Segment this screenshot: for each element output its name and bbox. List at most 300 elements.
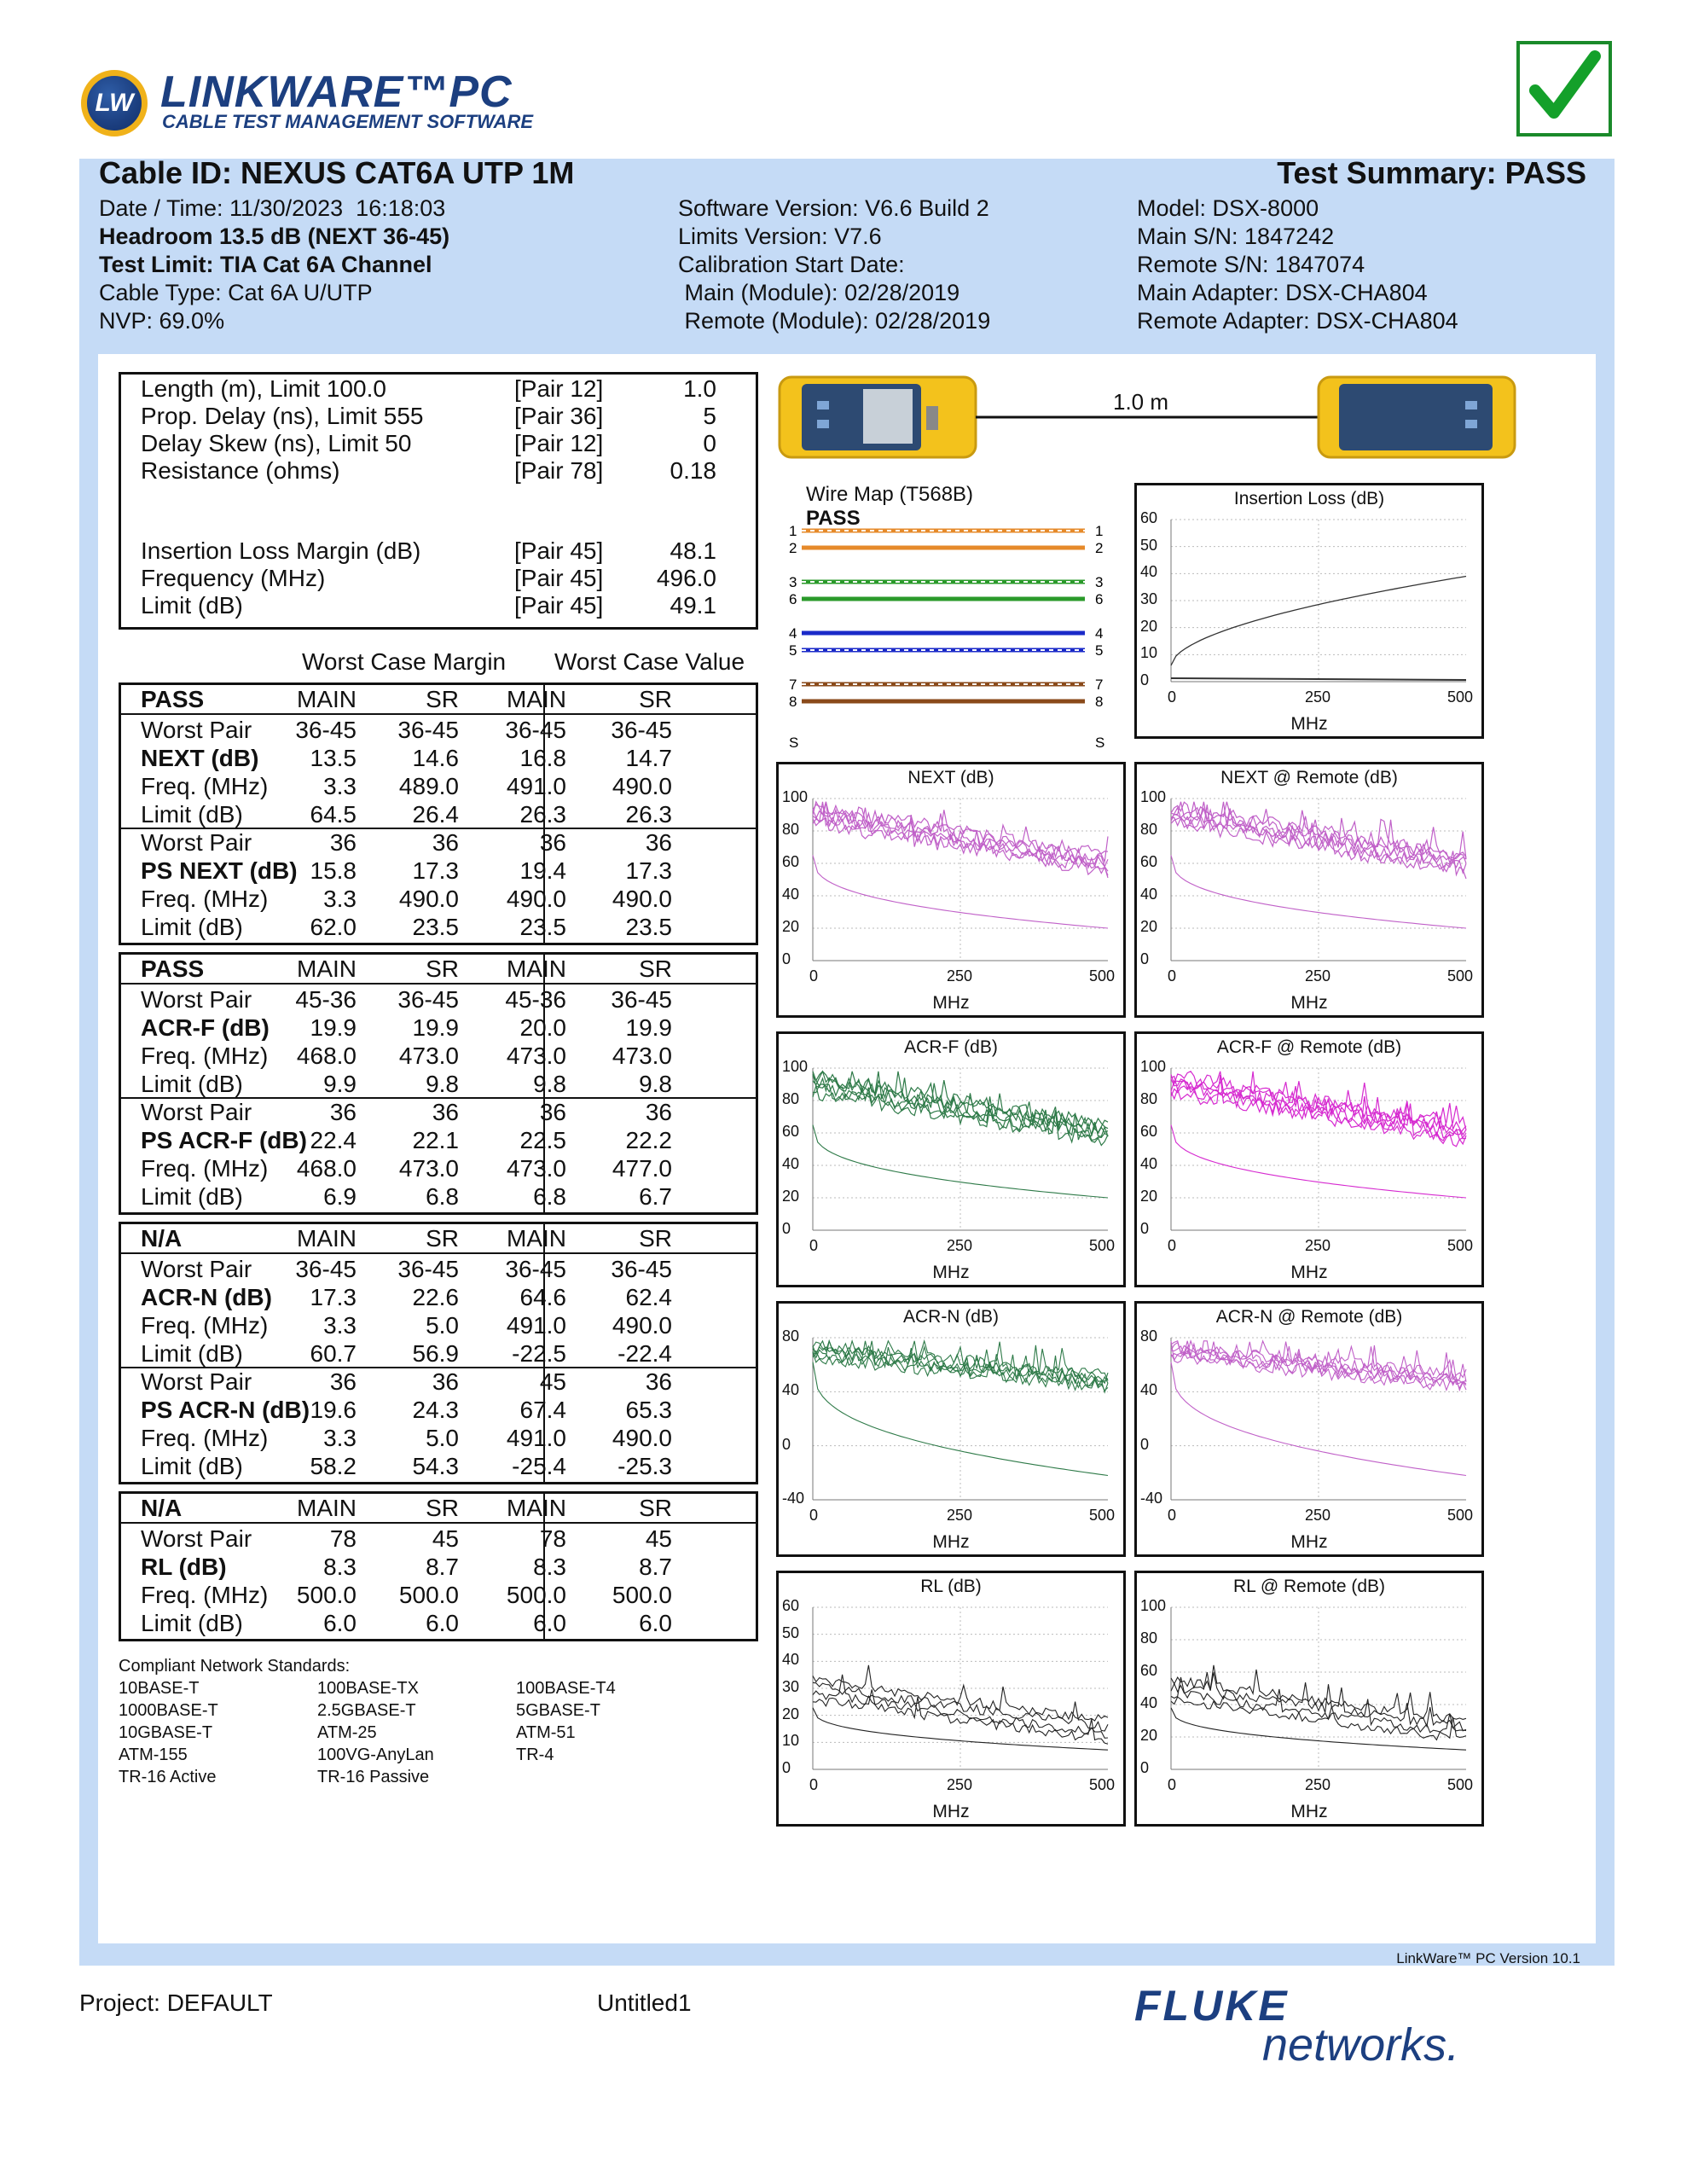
chart-xlabel: MHz bbox=[932, 993, 970, 1013]
summary-value: 5 bbox=[703, 403, 716, 429]
table-cell: 36 bbox=[432, 1368, 459, 1395]
chart-title: RL (dB) bbox=[920, 1577, 982, 1596]
summary-label: Insertion Loss Margin (dB) bbox=[141, 537, 421, 564]
standard-item: 5GBASE-T bbox=[516, 1701, 600, 1720]
table-header-rule bbox=[119, 1522, 758, 1524]
y-tick: 60 bbox=[782, 853, 800, 870]
y-tick: 60 bbox=[782, 1597, 800, 1614]
row-label: Limit (dB) bbox=[141, 1340, 243, 1367]
y-tick: 30 bbox=[1140, 590, 1158, 607]
table-cell: 22.5 bbox=[519, 1127, 566, 1153]
table-cell: 15.8 bbox=[310, 857, 357, 884]
table-cell: 491.0 bbox=[506, 773, 566, 799]
table-cell: 26.3 bbox=[625, 801, 672, 828]
table-cell: 36-45 bbox=[505, 1256, 566, 1282]
table-cell: 6.0 bbox=[639, 1610, 672, 1636]
networks-logo: networks. bbox=[1262, 2019, 1460, 2071]
chart-plot bbox=[779, 1573, 1123, 1824]
table-cell: 36-45 bbox=[505, 717, 566, 743]
row-label: Worst Pair bbox=[141, 829, 252, 856]
y-tick: 0 bbox=[1140, 671, 1150, 688]
standard-item: 10GBASE-T bbox=[119, 1723, 213, 1742]
linkware-logo-badge: LW bbox=[81, 70, 148, 136]
y-tick: 20 bbox=[1140, 617, 1158, 635]
x-tick: 500 bbox=[1089, 1507, 1116, 1524]
y-tick: 100 bbox=[782, 788, 809, 805]
header-line: Software Version: V6.6 Build 2 bbox=[678, 195, 989, 221]
table-cell: 64.6 bbox=[519, 1284, 566, 1310]
column-header: MAIN bbox=[297, 686, 357, 712]
wiremap-pin-right: 3 bbox=[1095, 574, 1104, 590]
table-cell: 60.7 bbox=[310, 1340, 357, 1367]
x-tick: 500 bbox=[1447, 1237, 1474, 1254]
standard-item: ATM-155 bbox=[119, 1745, 188, 1764]
row-label: PS ACR-F (dB) bbox=[141, 1127, 307, 1153]
table-cell: 22.2 bbox=[625, 1127, 672, 1153]
table-cell: 3.3 bbox=[323, 773, 357, 799]
test-summary: Test Summary: PASS bbox=[1277, 155, 1586, 190]
y-tick: 0 bbox=[1140, 950, 1150, 967]
table-cell: 54.3 bbox=[412, 1453, 459, 1479]
wiremap-pin-left: 6 bbox=[789, 591, 797, 607]
table-status: N/A bbox=[141, 1495, 183, 1521]
y-tick: 100 bbox=[1140, 1058, 1167, 1075]
chart-acrf bbox=[776, 1031, 1126, 1287]
x-tick: 0 bbox=[1168, 1237, 1177, 1254]
row-label: RL (dB) bbox=[141, 1554, 227, 1580]
x-tick: 0 bbox=[809, 1776, 819, 1793]
summary-pair: [Pair 12] bbox=[514, 375, 604, 402]
header-line: Remote S/N: 1847074 bbox=[1137, 252, 1365, 277]
table-cell: 36 bbox=[539, 1099, 566, 1125]
y-tick: 10 bbox=[1140, 644, 1158, 662]
table-cell: 78 bbox=[539, 1525, 566, 1552]
y-tick: 80 bbox=[782, 1090, 800, 1107]
table-cell: 22.1 bbox=[412, 1127, 459, 1153]
row-label: Worst Pair bbox=[141, 717, 252, 743]
table-cell: -25.4 bbox=[512, 1453, 566, 1479]
table-cell: 45-36 bbox=[505, 986, 566, 1013]
chart-xlabel: MHz bbox=[1290, 1263, 1328, 1282]
standards-title: Compliant Network Standards: bbox=[119, 1657, 351, 1676]
summary-pair: [Pair 78] bbox=[514, 457, 604, 484]
wiremap-title: Wire Map (T568B) bbox=[806, 483, 974, 506]
x-tick: 500 bbox=[1089, 967, 1116, 985]
table-cell: 78 bbox=[329, 1525, 357, 1552]
y-tick: 50 bbox=[1140, 536, 1158, 554]
table-cell: 500.0 bbox=[296, 1582, 357, 1608]
y-tick: 0 bbox=[1140, 1435, 1150, 1453]
x-tick: 500 bbox=[1089, 1776, 1116, 1793]
standard-item: 1000BASE-T bbox=[119, 1701, 218, 1720]
x-tick: 0 bbox=[809, 1237, 819, 1254]
table-cell: 36 bbox=[539, 829, 566, 856]
wiremap-pin-right: 1 bbox=[1095, 523, 1104, 539]
x-tick: 250 bbox=[947, 1776, 973, 1793]
y-tick: 60 bbox=[782, 1123, 800, 1140]
standard-item: TR-4 bbox=[516, 1745, 554, 1764]
table-cell: 9.8 bbox=[533, 1071, 566, 1097]
row-label: PS ACR-N (dB) bbox=[141, 1397, 310, 1423]
table-cell: 8.3 bbox=[323, 1554, 357, 1580]
table-cell: 26.3 bbox=[519, 801, 566, 828]
summary-value: 1.0 bbox=[683, 375, 716, 402]
row-label: ACR-N (dB) bbox=[141, 1284, 272, 1310]
y-tick: 40 bbox=[1140, 886, 1158, 903]
y-tick: 60 bbox=[1140, 853, 1158, 870]
wiremap-pin-left: 2 bbox=[789, 540, 797, 556]
table-cell: 65.3 bbox=[625, 1397, 672, 1423]
tester-device-diagram bbox=[776, 372, 1518, 466]
summary-pair: [Pair 45] bbox=[514, 537, 604, 564]
row-label: Freq. (MHz) bbox=[141, 1425, 269, 1451]
summary-pair: [Pair 36] bbox=[514, 403, 604, 429]
y-tick: 50 bbox=[782, 1623, 800, 1641]
column-header: MAIN bbox=[507, 1225, 566, 1252]
limit-line bbox=[1171, 1125, 1466, 1199]
table-cell: 3.3 bbox=[323, 1312, 357, 1339]
table-header-rule bbox=[119, 1252, 758, 1254]
x-tick: 0 bbox=[1168, 1507, 1177, 1524]
software-version-footer: LinkWare™ PC Version 10.1 bbox=[1396, 1950, 1580, 1966]
y-tick: 80 bbox=[782, 821, 800, 838]
chart-xlabel: MHz bbox=[1290, 1802, 1328, 1821]
row-label: Freq. (MHz) bbox=[141, 1582, 269, 1608]
y-tick: 10 bbox=[782, 1732, 800, 1750]
row-label: Freq. (MHz) bbox=[141, 1312, 269, 1339]
table-cell: 6.9 bbox=[323, 1183, 357, 1210]
chart-title: RL @ Remote (dB) bbox=[1232, 1577, 1386, 1596]
chart-il bbox=[1134, 483, 1484, 739]
x-tick: 0 bbox=[1168, 967, 1177, 985]
table-cell: 490.0 bbox=[398, 886, 459, 912]
y-tick: 100 bbox=[1140, 1597, 1167, 1614]
table-cell: 500.0 bbox=[398, 1582, 459, 1608]
y-tick: 0 bbox=[1140, 1759, 1150, 1776]
row-label: Limit (dB) bbox=[141, 914, 243, 940]
table-cell: 490.0 bbox=[612, 886, 672, 912]
y-tick: -40 bbox=[1140, 1490, 1163, 1507]
table-cell: 22.4 bbox=[310, 1127, 357, 1153]
table-cell: 17.3 bbox=[412, 857, 459, 884]
column-header: MAIN bbox=[297, 1225, 357, 1252]
table-cell: 62.4 bbox=[625, 1284, 672, 1310]
chart-acrn_r bbox=[1134, 1301, 1484, 1557]
x-tick: 0 bbox=[809, 1507, 819, 1524]
wiremap-pin-right: 5 bbox=[1095, 642, 1104, 659]
header-line: Model: DSX-8000 bbox=[1137, 195, 1319, 221]
x-tick: 0 bbox=[1168, 688, 1177, 706]
table-cell: 22.6 bbox=[412, 1284, 459, 1310]
column-header: MAIN bbox=[297, 956, 357, 982]
wiremap-pin-left: 4 bbox=[789, 625, 797, 642]
table-cell: 473.0 bbox=[506, 1155, 566, 1182]
chart-xlabel: MHz bbox=[932, 1532, 970, 1552]
table-status: PASS bbox=[141, 686, 205, 712]
chart-plot bbox=[1137, 485, 1481, 736]
table-cell: 5.0 bbox=[426, 1425, 459, 1451]
cable-length-label: 1.0 m bbox=[1113, 389, 1169, 415]
header-line: Main (Module): 02/28/2019 bbox=[678, 280, 960, 305]
chart-xlabel: MHz bbox=[932, 1802, 970, 1821]
row-label: Limit (dB) bbox=[141, 801, 243, 828]
wiremap-pin-left: 5 bbox=[789, 642, 797, 659]
table-cell: 36-45 bbox=[397, 1256, 459, 1282]
y-tick: 60 bbox=[1140, 509, 1158, 526]
wiremap-pin-left: 8 bbox=[789, 694, 797, 710]
y-tick: 40 bbox=[782, 1381, 800, 1399]
table-cell: 23.5 bbox=[625, 914, 672, 940]
x-tick: 0 bbox=[1168, 1776, 1177, 1793]
table-cell: 26.4 bbox=[412, 801, 459, 828]
chart-xlabel: MHz bbox=[1290, 1532, 1328, 1552]
table-cell: 5.0 bbox=[426, 1312, 459, 1339]
chart-xlabel: MHz bbox=[1290, 714, 1328, 734]
chart-plot bbox=[779, 764, 1123, 1015]
table-cell: 489.0 bbox=[398, 773, 459, 799]
header-line: Remote Adapter: DSX-CHA804 bbox=[1137, 308, 1458, 334]
row-label: Worst Pair bbox=[141, 1525, 252, 1552]
chart-plot bbox=[1137, 1304, 1481, 1554]
table-cell: 3.3 bbox=[323, 886, 357, 912]
summary-pair: [Pair 45] bbox=[514, 565, 604, 591]
column-header: SR bbox=[639, 686, 672, 712]
table-cell: 473.0 bbox=[506, 1043, 566, 1069]
y-tick: 30 bbox=[782, 1678, 800, 1695]
column-header: SR bbox=[639, 1495, 672, 1521]
table-status: N/A bbox=[141, 1225, 183, 1252]
wiremap-pin-left: S bbox=[789, 735, 799, 751]
table-cell: 6.8 bbox=[426, 1183, 459, 1210]
table-cell: 8.3 bbox=[533, 1554, 566, 1580]
table-cell: 36-45 bbox=[611, 1256, 672, 1282]
summary-value: 48.1 bbox=[670, 537, 716, 564]
y-tick: 80 bbox=[1140, 1629, 1158, 1647]
wiremap-pin-left: 7 bbox=[789, 677, 797, 693]
standard-item: 100BASE-T4 bbox=[516, 1679, 616, 1698]
row-label: PS NEXT (dB) bbox=[141, 857, 298, 884]
row-label: Limit (dB) bbox=[141, 1610, 243, 1636]
y-tick: 0 bbox=[782, 1220, 791, 1237]
cable-id: Cable ID: NEXUS CAT6A UTP 1M bbox=[99, 155, 575, 190]
column-header: SR bbox=[426, 1225, 459, 1252]
worst-case-margin-label: Worst Case Margin bbox=[302, 648, 507, 675]
chart-acrn bbox=[776, 1301, 1126, 1557]
header-line: Main Adapter: DSX-CHA804 bbox=[1137, 280, 1428, 305]
table-cell: 36-45 bbox=[611, 986, 672, 1013]
standard-item: 2.5GBASE-T bbox=[317, 1701, 416, 1720]
table-cell: 491.0 bbox=[506, 1312, 566, 1339]
table-header-rule bbox=[119, 713, 758, 715]
table-cell: 45 bbox=[645, 1525, 672, 1552]
chart-next_r bbox=[1134, 762, 1484, 1018]
y-tick: 60 bbox=[1140, 1662, 1158, 1679]
summary-value: 0 bbox=[703, 430, 716, 456]
standard-item: TR-16 Active bbox=[119, 1768, 217, 1786]
table-cell: 36-45 bbox=[295, 1256, 357, 1282]
header-line: Limits Version: V7.6 bbox=[678, 224, 882, 249]
summary-pair: [Pair 45] bbox=[514, 592, 604, 619]
table-cell: 6.0 bbox=[323, 1610, 357, 1636]
chart-plot bbox=[779, 1034, 1123, 1285]
chart-rl bbox=[776, 1571, 1126, 1827]
y-tick: 0 bbox=[782, 1759, 791, 1776]
linkware-logo-subtitle: CABLE TEST MANAGEMENT SOFTWARE bbox=[162, 111, 534, 132]
summary-label: Frequency (MHz) bbox=[141, 565, 326, 591]
table-cell: 36 bbox=[645, 829, 672, 856]
table-cell: 473.0 bbox=[612, 1043, 672, 1069]
table-cell: 500.0 bbox=[612, 1582, 672, 1608]
table-cell: 6.8 bbox=[533, 1183, 566, 1210]
table-cell: -25.3 bbox=[617, 1453, 672, 1479]
table-cell: 36 bbox=[329, 829, 357, 856]
table-cell: -22.4 bbox=[617, 1340, 672, 1367]
table-cell: -22.5 bbox=[512, 1340, 566, 1367]
worst-case-value-label: Worst Case Value bbox=[554, 648, 745, 675]
row-label: Freq. (MHz) bbox=[141, 886, 269, 912]
table-cell: 468.0 bbox=[296, 1043, 357, 1069]
header-line: Calibration Start Date: bbox=[678, 252, 905, 277]
table-cell: 36 bbox=[329, 1099, 357, 1125]
y-tick: 40 bbox=[782, 1155, 800, 1172]
y-tick: 40 bbox=[1140, 1694, 1158, 1711]
x-tick: 0 bbox=[809, 967, 819, 985]
y-tick: 20 bbox=[782, 1705, 800, 1722]
table-cell: 9.9 bbox=[323, 1071, 357, 1097]
chart-plot bbox=[1137, 1034, 1481, 1285]
y-tick: 0 bbox=[782, 1435, 791, 1453]
wiremap-pin-right: 7 bbox=[1095, 677, 1104, 693]
y-tick: 40 bbox=[782, 1651, 800, 1669]
chart-title: ACR-N @ Remote (dB) bbox=[1215, 1307, 1403, 1327]
table-cell: 6.0 bbox=[426, 1610, 459, 1636]
table-cell: 19.9 bbox=[310, 1014, 357, 1041]
table-cell: 491.0 bbox=[506, 1425, 566, 1451]
x-tick: 500 bbox=[1447, 1507, 1474, 1524]
header-line: NVP: 69.0% bbox=[99, 308, 225, 334]
row-label: Limit (dB) bbox=[141, 1071, 243, 1097]
table-cell: 58.2 bbox=[310, 1453, 357, 1479]
wiremap-status: PASS bbox=[806, 507, 861, 530]
y-tick: 40 bbox=[1140, 563, 1158, 581]
row-label: Worst Pair bbox=[141, 1368, 252, 1395]
chart-plot bbox=[1137, 1573, 1481, 1824]
chart-title: ACR-F @ Remote (dB) bbox=[1216, 1037, 1402, 1057]
chart-title: ACR-F (dB) bbox=[904, 1037, 998, 1057]
row-label: Worst Pair bbox=[141, 986, 252, 1013]
y-tick: 40 bbox=[1140, 1155, 1158, 1172]
chart-plot bbox=[1137, 764, 1481, 1015]
table-cell: 36 bbox=[645, 1099, 672, 1125]
wiremap-pin-right: 8 bbox=[1095, 694, 1104, 710]
table-cell: 6.0 bbox=[533, 1610, 566, 1636]
y-tick: 80 bbox=[1140, 1327, 1158, 1345]
y-tick: 40 bbox=[1140, 1381, 1158, 1399]
header-line: Cable Type: Cat 6A U/UTP bbox=[99, 280, 373, 305]
header-line: Headroom 13.5 dB (NEXT 36-45) bbox=[99, 224, 450, 249]
x-tick: 250 bbox=[1305, 1237, 1331, 1254]
column-header: SR bbox=[426, 1495, 459, 1521]
standard-item: 10BASE-T bbox=[119, 1679, 200, 1698]
table-cell: 8.7 bbox=[426, 1554, 459, 1580]
series-line bbox=[1171, 678, 1466, 680]
y-tick: 0 bbox=[1140, 1220, 1150, 1237]
table-cell: 24.3 bbox=[412, 1397, 459, 1423]
table-cell: 9.8 bbox=[426, 1071, 459, 1097]
y-tick: 80 bbox=[1140, 1090, 1158, 1107]
y-tick: 80 bbox=[1140, 821, 1158, 838]
chart-title: Insertion Loss (dB) bbox=[1233, 489, 1385, 508]
x-tick: 500 bbox=[1447, 688, 1474, 706]
y-tick: 20 bbox=[782, 1188, 800, 1205]
table-cell: 36 bbox=[329, 1368, 357, 1395]
table-cell: 13.5 bbox=[310, 745, 357, 771]
x-tick: 500 bbox=[1447, 1776, 1474, 1793]
header-line: Remote (Module): 02/28/2019 bbox=[678, 308, 991, 334]
table-cell: 14.7 bbox=[625, 745, 672, 771]
table-cell: 64.5 bbox=[310, 801, 357, 828]
table-cell: 8.7 bbox=[639, 1554, 672, 1580]
row-label: Freq. (MHz) bbox=[141, 1155, 269, 1182]
table-cell: 490.0 bbox=[612, 1425, 672, 1451]
row-label: NEXT (dB) bbox=[141, 745, 259, 771]
y-tick: 20 bbox=[1140, 1727, 1158, 1744]
table-cell: 36 bbox=[432, 1099, 459, 1125]
table-cell: 14.6 bbox=[412, 745, 459, 771]
column-header: MAIN bbox=[297, 1495, 357, 1521]
row-label: Freq. (MHz) bbox=[141, 1043, 269, 1069]
table-cell: 19.6 bbox=[310, 1397, 357, 1423]
table-cell: 45 bbox=[432, 1525, 459, 1552]
table-cell: 23.5 bbox=[412, 914, 459, 940]
fluke-logo: FLUKE bbox=[1134, 1982, 1290, 2030]
column-header: SR bbox=[639, 956, 672, 982]
x-tick: 250 bbox=[947, 1507, 973, 1524]
table-cell: 45-36 bbox=[295, 986, 357, 1013]
table-cell: 45 bbox=[539, 1368, 566, 1395]
header-line: Date / Time: 11/30/2023 16:18:03 bbox=[99, 195, 446, 221]
table-cell: 23.5 bbox=[519, 914, 566, 940]
table-cell: 56.9 bbox=[412, 1340, 459, 1367]
standard-item: ATM-25 bbox=[317, 1723, 377, 1742]
table-cell: 36 bbox=[645, 1368, 672, 1395]
column-header: SR bbox=[426, 956, 459, 982]
x-tick: 250 bbox=[1305, 1776, 1331, 1793]
y-tick: 100 bbox=[782, 1058, 809, 1075]
column-header: MAIN bbox=[507, 1495, 566, 1521]
summary-label: Limit (dB) bbox=[141, 592, 243, 619]
file-name-label: Untitled1 bbox=[597, 1989, 692, 2016]
summary-label: Length (m), Limit 100.0 bbox=[141, 375, 386, 402]
y-tick: -40 bbox=[782, 1490, 805, 1507]
y-tick: 60 bbox=[1140, 1123, 1158, 1140]
wiremap-pin-right: 6 bbox=[1095, 591, 1104, 607]
wiremap-pin-right: 4 bbox=[1095, 625, 1104, 642]
table-cell: 9.8 bbox=[639, 1071, 672, 1097]
x-tick: 250 bbox=[1305, 1507, 1331, 1524]
y-tick: 20 bbox=[1140, 1188, 1158, 1205]
y-tick: 100 bbox=[1140, 788, 1167, 805]
summary-pair: [Pair 12] bbox=[514, 430, 604, 456]
row-label: ACR-F (dB) bbox=[141, 1014, 270, 1041]
table-cell: 19.4 bbox=[519, 857, 566, 884]
table-cell: 473.0 bbox=[398, 1043, 459, 1069]
wiremap-pin-right: S bbox=[1095, 735, 1105, 751]
chart-next bbox=[776, 762, 1126, 1018]
x-tick: 250 bbox=[1305, 688, 1331, 706]
chart-title: ACR-N (dB) bbox=[902, 1307, 999, 1327]
wiremap-pin-left: 3 bbox=[789, 574, 797, 590]
